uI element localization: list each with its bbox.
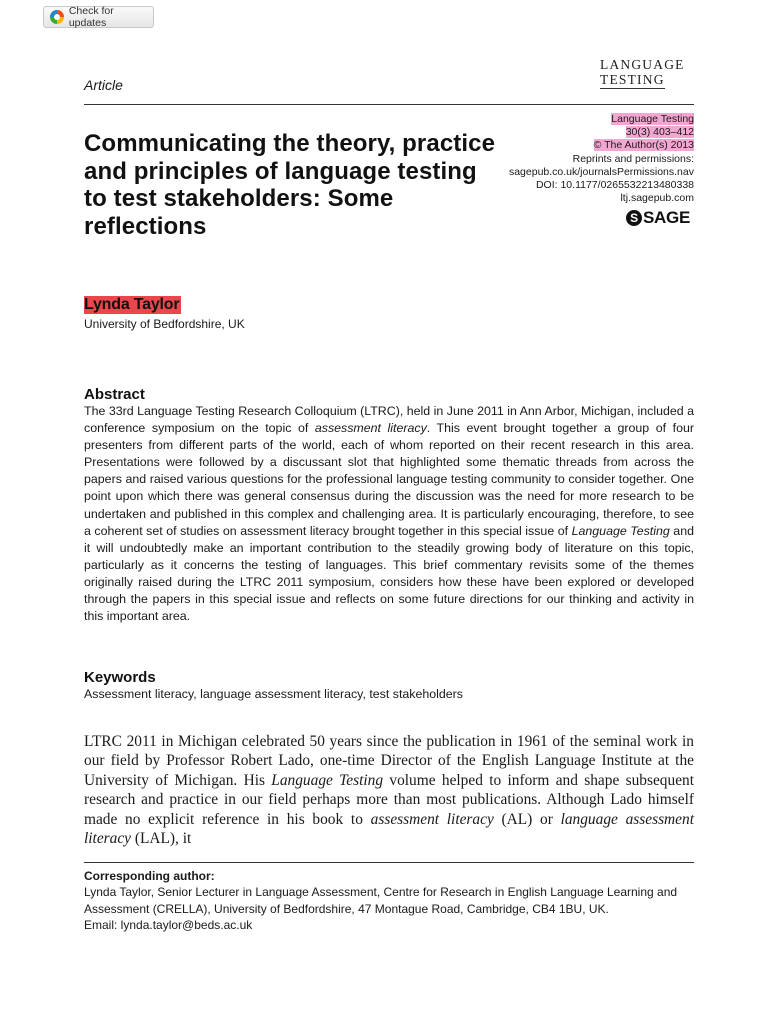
journal-logo-line1: LANGUAGE: [600, 57, 685, 72]
abstract-emphasis-2: Language Testing: [571, 523, 670, 538]
meta-reprints: Reprints and permissions:: [572, 152, 694, 165]
corresponding-author-heading: Corresponding author:: [84, 869, 215, 883]
sage-mark-icon: S: [626, 210, 642, 226]
meta-site[interactable]: ltj.sagepub.com: [620, 192, 694, 205]
meta-volume: 30(3) 403–412: [625, 126, 694, 139]
body-paragraph: LTRC 2011 in Michigan celebrated 50 years since the publication in 1961 of the seminal work in our field by Professor Robert Lado, one-time Director of the English Language Institute at the University of Michigan. His Language Testing volume helped to inform and shape subsequent research and practice in our field perhaps more than most publications. Although Lado himself made no explicit reference in his book to assessment literacy (AL) or language assessment literacy (LAL), it: [84, 733, 694, 848]
author-affiliation: University of Bedfordshire, UK: [84, 317, 245, 331]
corresponding-author-address: Lynda Taylor, Senior Lecturer in Language Assessment, Centre for Research in English Language Learning and Assessment (CRELLA), University of Bedfordshire, 47 Montague Road, Cambridge, CB4 1BU, UK.: [84, 885, 678, 916]
journal-logo-line2: TESTING: [600, 72, 665, 87]
check-for-updates-label: Check for updates: [68, 5, 114, 29]
crossmark-icon: [50, 10, 64, 24]
abstract-text: The 33rd Language Testing Research Colloquium (LTRC), held in June 2011 in Ann Arbor, Michigan, included a conference symposium on the topic of assessment literacy. This event brought together a group of four presenters from different parts of the world, each of whom reported on their recent research in this area. Presentations were followed by a discussant slot that highlighted some thematic threads from across the papers and raised various questions for the professional language testing community to consider together. One point upon which there was general consensus during the discussion was the need for more research to be undertaken and published in this complex and challenging area. It is particularly encouraging, therefore, to see a coherent set of studies on assessment literacy brought together in this special issue of Language Testing and it will undoubtedly make an important contribution to the steadily growing body of literature on this topic, particularly as it concerns the testing of languages. This brief commentary revisits some of the themes originally raised during the LTRC 2011 symposium, considers how these have been explored or developed through the papers in this special issue and reflects on some future directions for our thinking and activity in this important area.: [84, 404, 694, 624]
keywords-heading: Keywords: [84, 669, 156, 686]
sage-logo-text: SAGE: [643, 208, 690, 227]
header-divider: [84, 104, 694, 105]
article-title: Communicating the theory, practice and principles of language testing to test stakeholders: Some reflections: [84, 130, 496, 240]
meta-reprints-url[interactable]: sagepub.co.uk/journalsPermissions.nav: [508, 165, 694, 178]
corresponding-author-email[interactable]: Email: lynda.taylor@beds.ac.uk: [84, 918, 253, 932]
corresponding-author-details: [84, 884, 694, 934]
article-meta: [474, 113, 694, 205]
meta-doi[interactable]: DOI: 10.1177/0265532213480338: [535, 179, 694, 192]
keywords-text: Assessment literacy, language assessment literacy, test stakeholders: [84, 687, 464, 701]
body-emphasis-2: assessment literacy: [370, 810, 494, 828]
sage-logo: [626, 209, 690, 227]
journal-logo: [600, 57, 696, 89]
article-type-label: Article: [84, 77, 123, 93]
author-name: Lynda Taylor: [84, 296, 180, 313]
body-emphasis-3: language assessment literacy: [84, 810, 694, 848]
abstract-emphasis-1: assessment literacy: [314, 421, 427, 436]
meta-copyright: © The Author(s) 2013: [593, 139, 694, 152]
meta-journal: Language Testing: [611, 113, 694, 125]
footnote-divider: [84, 862, 694, 863]
check-for-updates-badge[interactable]: [43, 6, 154, 28]
body-emphasis-1: Language Testing: [271, 771, 384, 789]
abstract-heading: Abstract: [84, 386, 145, 403]
